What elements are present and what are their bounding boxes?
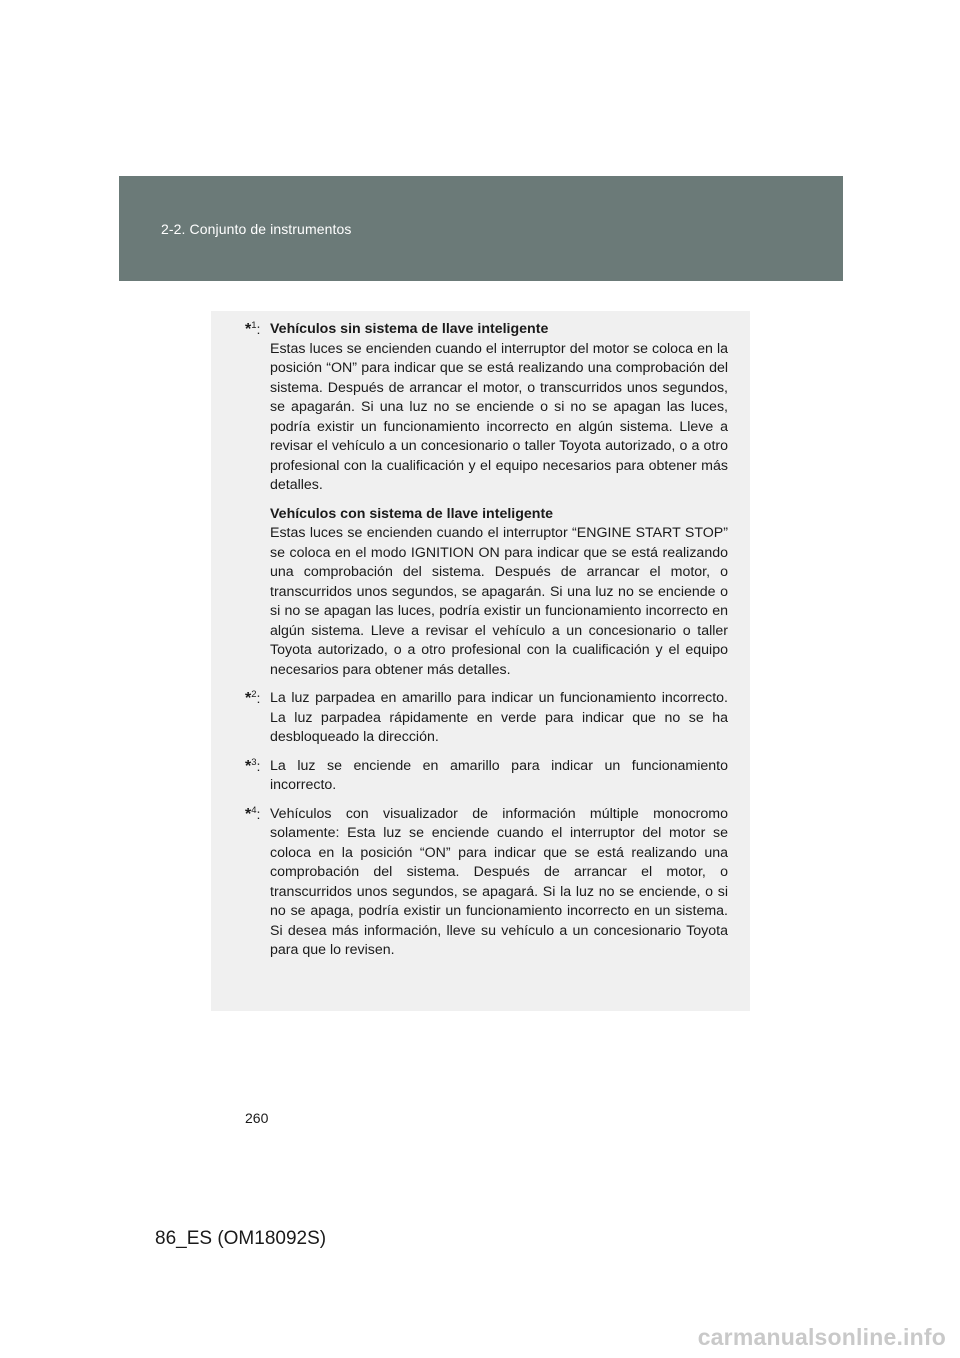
- note-4: [245, 805, 728, 961]
- notes-content: [245, 320, 728, 970]
- section-title: 2-2. Conjunto de instrumentos: [161, 221, 352, 237]
- section-header-band: [119, 176, 843, 281]
- note-marker: *$^4$:: [245, 804, 261, 823]
- note-3: [245, 757, 728, 796]
- note-1-heading-smart-key: Vehículos con sistema de llave inteligente: [270, 505, 554, 522]
- note-3-text: La luz se enciende en amarillo para indicar un funcionamiento incorrecto.: [270, 757, 728, 793]
- note-marker: *$^2$:: [245, 689, 261, 707]
- note-marker: *$^3$:: [245, 756, 261, 775]
- document-code: 86_ES (OM18092S): [155, 1228, 327, 1249]
- note-1-heading-no-smart-key: Vehículos sin sistema de llave inteligente: [270, 321, 549, 337]
- note-1-smart-key: [245, 505, 728, 681]
- note-2: [245, 689, 728, 748]
- note-1-text-smart-key: Estas luces se encienden cuando el interruptor “ENGINE START STOP” se coloca en el modo IGNITION ON para indicar que se está realizando una comprobación del sistema. Después de arrancar el motor, o transcurridos unos segundos, se apagarán. Si una luz no se enciende o si no se apagan las luces, podría existir un funcionamiento incorrecto en algún sistema. Lleve a revisar el vehículo a un concesionario o taller Toyota autorizado, o a otro profesional con la cualificación y el equipo necesarios para obtener más detalles.: [270, 525, 728, 678]
- notes-box: [211, 311, 750, 1011]
- note-4-text: Vehículos con visualizador de información múltiple monocromo solamente: Esta luz se enciende cuando el interruptor del motor se coloca en la posición “ON” para indicar que se está realizando una comprobación del sistema. Después de arrancar el motor, o transcurridos unos segundos, se apagará. Si la luz no se enciende, o si no se apaga, podría existir un funcionamiento incorrecto en un sistema. Si desea más información, lleve su vehículo a un concesionario Toyota para que lo revisen.: [270, 805, 728, 958]
- note-1: [245, 320, 728, 496]
- note-1-text-no-smart-key: Estas luces se encienden cuando el interruptor del motor se coloca en la posición “ON” para indicar que se está realizando una comprobación del sistema. Después de arrancar el motor, o transcurridos unos segundos, se apagarán. Si una luz no se enciende o si no se apagan las luces, podría existir un funcionamiento incorrecto en algún sistema. Lleve a revisar el vehículo a un concesionario o taller Toyota autorizado, o a otro profesional con la cualificación y el equipo necesarios para obtener más detalles.: [270, 340, 728, 493]
- note-marker: *$^1$:: [245, 320, 261, 338]
- site-watermark: carmanualsonline.info: [697, 1324, 946, 1350]
- note-2-text: La luz parpadea en amarillo para indicar un funcionamiento incorrecto. La luz parpadea rápidamente en verde para indicar que no se ha desbloqueado la dirección.: [270, 690, 728, 745]
- page-number: 260: [245, 1110, 269, 1126]
